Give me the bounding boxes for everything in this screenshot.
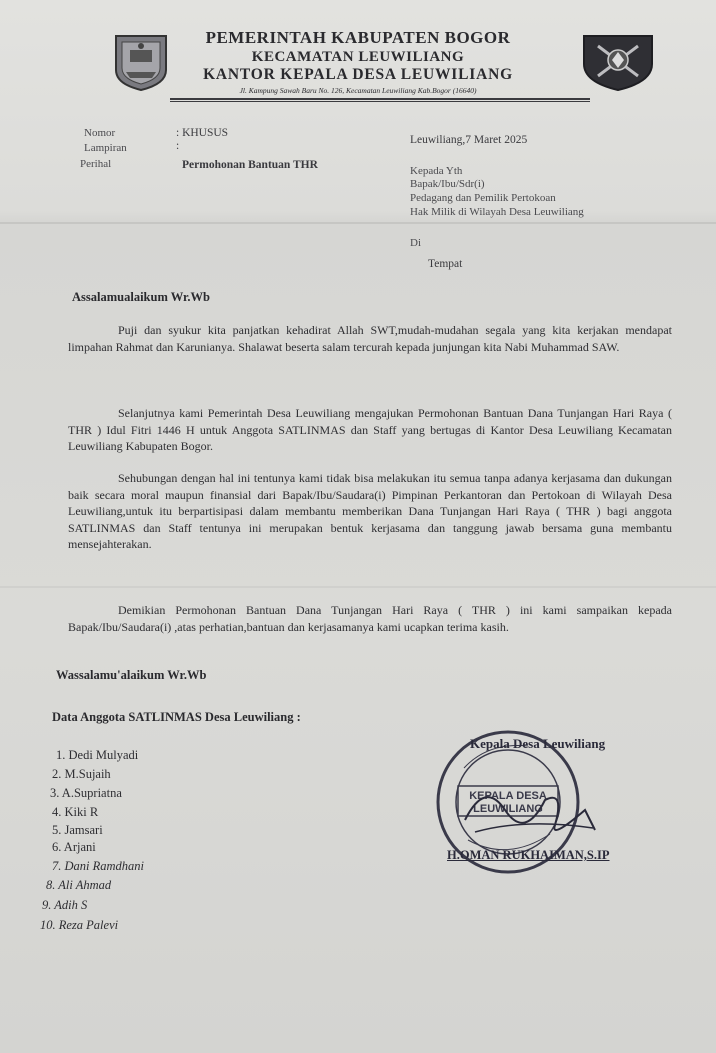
header-rule xyxy=(170,98,590,100)
header-rule xyxy=(170,101,590,102)
lampiran-value: : xyxy=(176,140,180,152)
stamp-text-line1: KEPALA DESA xyxy=(469,790,547,802)
recipient-line: Pedagang dan Pemilik Pertokoan xyxy=(410,192,556,204)
recipient-tempat: Tempat xyxy=(428,258,463,270)
paragraph-2: Selanjutnya kami Pemerintah Desa Leuwiliang mengajukan Permohonan Bantuan Dana Tunjangan Hari Raya ( THR ) Idul Fitri 1446 H untuk Anggota SATLINMAS dan Staff yang bertugas di Kantor Desa Leuwiliang Kecamatan Leuwiliang Kabupaten Bogor. xyxy=(68,406,672,453)
list-item: 9. Adih S xyxy=(42,898,88,912)
members-list-title: Data Anggota SATLINMAS Desa Leuwiliang : xyxy=(52,710,301,724)
recipient-line: Hak Milik di Wilayah Desa Leuwiliang xyxy=(410,206,584,218)
nomor-value: : KHUSUS xyxy=(176,127,229,139)
list-item: 6. Arjani xyxy=(52,840,96,854)
paragraph-3: Sehubungan dengan hal ini tentunya kami tidak bisa melakukan itu semua tanpa adanya kerjasama dan dukungan baik secara moral maupun finansial dari Bapak/Ibu/Saudara(i) Pimpinan Perkantoran dan Pertokoan di Wilayah Desa Leuwiliang,untuk itu berpartisipasi dalam membantu memberikan Dana Tunjangan Hari Raya ( THR ) bagi anggota SATLINMAS dan Staff tentunya ini merupakan bentuk kerjasama dan tanggung jawab bersama guna membantu mensejahterakan. xyxy=(68,471,672,551)
header-district: KECAMATAN LEUWILIANG xyxy=(251,49,465,65)
list-item: 8. Ali Ahmad xyxy=(46,878,112,892)
paragraph-1: Puji dan syukur kita panjatkan kehadirat Allah SWT,mudah-mudahan segala yang kita kerjakan mendapat limpahan Rahmat dan Karunianya. Shalawat beserta salam tercurah kepada junjungan kita Nabi Muhammad SAW. xyxy=(68,323,672,354)
perihal-value: Permohonan Bantuan THR xyxy=(182,159,318,171)
list-item: 1. Dedi Mulyadi xyxy=(56,748,139,762)
handwritten-signature-icon xyxy=(455,770,605,850)
header-address: Jl. Kampung Sawah Baru No. 126, Kecamatan Leuwiliang Kab.Bogor (16640) xyxy=(239,86,477,95)
greeting: Assalamualaikum Wr.Wb xyxy=(72,290,211,304)
list-item: 2. M.Sujaih xyxy=(52,767,111,781)
nomor-label: Nomor xyxy=(84,127,116,139)
lampiran-label: Lampiran xyxy=(84,142,127,154)
perihal-label: Perihal xyxy=(80,158,112,170)
header-government: PEMERINTAH KABUPATEN BOGOR xyxy=(205,28,511,47)
paper-fold xyxy=(0,586,716,588)
closing: Wassalamu'alaikum Wr.Wb xyxy=(56,668,207,682)
header-office: KANTOR KEPALA DESA LEUWILIANG xyxy=(203,66,513,83)
recipient-di: Di xyxy=(410,237,421,249)
recipient-line: Bapak/Ibu/Sdr(i) xyxy=(410,178,485,190)
signature-title: Kepala Desa Leuwiliang xyxy=(470,736,606,751)
list-item: 10. Reza Palevi xyxy=(40,918,119,932)
signature-name: H.OMAN RUKHAIMAN,S.IP xyxy=(447,848,610,862)
list-item: 7. Dani Ramdhani xyxy=(52,859,145,873)
list-item: 3. A.Supriatna xyxy=(50,786,122,800)
list-item: 4. Kiki R xyxy=(52,805,99,819)
recipient-line: Kepada Yth xyxy=(410,165,463,177)
paper-fold xyxy=(0,222,716,224)
letter-date: Leuwiliang,7 Maret 2025 xyxy=(410,134,528,146)
list-item: 5. Jamsari xyxy=(52,823,103,837)
paragraph-4: Demikian Permohonan Bantuan Dana Tunjangan Hari Raya ( THR ) ini kami sampaikan kepada Bapak/Ibu/Saudara(i) ,atas perhatian,bantuan dan kerjasamanya kami ucapkan terima kasih. xyxy=(68,603,672,634)
stamp-text-line2: LEUWILIANG xyxy=(473,803,543,815)
